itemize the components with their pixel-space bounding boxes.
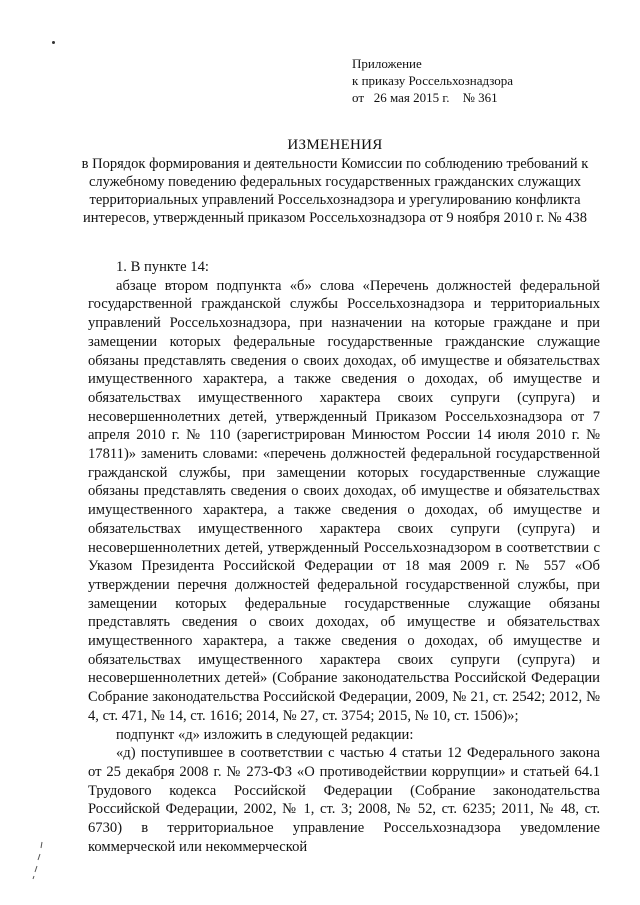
document-body — [88, 258, 600, 857]
title-heading: ИЗМЕНЕНИЯ — [287, 137, 383, 153]
scan-speck — [52, 41, 55, 44]
document-title — [70, 136, 600, 227]
appendix-label: Приложение — [352, 56, 422, 71]
paragraph-subpoint-d-text: «д) поступившее в соответствии с частью 4 статьи 12 Федерального закона от 25 декабря 2008 г. № 273-ФЗ «О противодействии коррупции» и статьей 64.1 Трудового кодекса Российской Федерации (Собрание законодательства Российской Федерации, 2002, № 1, ст. 3; 2008, № 52, ст. 6235; 2011, № 48, ст. 6730) в территориальное управление Россельхознадзора уведомление коммерческой или некоммерческой — [88, 745, 600, 855]
paragraph-subpoint-b: абзаце втором подпункта «б» слова «Перечень должностей федеральной государственной гражданской службы Россельхознадзора и территориальных управлений Россельхознадзора, при назначении на которые граждане и при замещении которых федеральные государственные гражданские служащие обязаны представлять сведения о своих доходах, об имуществе и обязательствах имущественного характера, а также сведения о доходах, об имуществе и обязательствах имущественного характера своих супруги (супруга) и несовершеннолетних детей, утвержденный Приказом Россельхознадзора от 7 апреля 2010 г. № 110 (зарегистрирован Минюстом России 14 июля 2010 г. № 17811)» заменить словами: «перечень должностей федеральной государственной гражданской службы, при замещении которых государственные служащие обязаны представлять сведения о своих доходах, об имуществе и обязательствах имущественного характера, а также сведения о доходах, об имуществе и обязательствах имущественного характера своих супруги (супруга) и несовершеннолетних детей, утвержденный Россельхознадзором в соответствии с Указом Президента Российской Федерации от 18 мая 2009 г. № 557 «Об утверждении перечня должностей федеральной государственной службы, при замещении которых федеральные государственные служащие обязаны представлять сведения о своих доходах, об имуществе и обязательствах имущественного характера, а также сведения о доходах, об имуществе и обязательствах имущественного характера своих супруги (супруга) и несовершеннолетних детей» (Собрание законодательства Российской Федерации Собрание законодательства Российской Федерации, 2009, № 21, ст. 2542; 2012, № 4, ст. 471, № 14, ст. 1616; 2014, № 27, ст. 3754; 2015, № 10, ст. 1506)»; — [88, 277, 600, 724]
paragraph-subpoint-d-intro: подпункт «д» изложить в следующей редакции: — [116, 726, 414, 743]
appendix-order-ref: к приказу Россельхознадзора — [352, 73, 514, 88]
pen-mark — [32, 840, 46, 880]
appendix-date-number: от 26 мая 2015 г. № 361 — [352, 90, 498, 105]
point-1-heading: 1. В пункте 14: — [116, 259, 209, 275]
appendix-header — [352, 55, 513, 106]
title-subtitle: в Порядок формирования и деятельности Комиссии по соблюдению требований к служебному поведению федеральных государственных гражданских служащих территориальных управлений Россельхознадзора и урегулированию конфликта интересов, утвержденный приказом Россельхознадзора от 9 ноября 2010 г. № 438 — [81, 156, 589, 226]
